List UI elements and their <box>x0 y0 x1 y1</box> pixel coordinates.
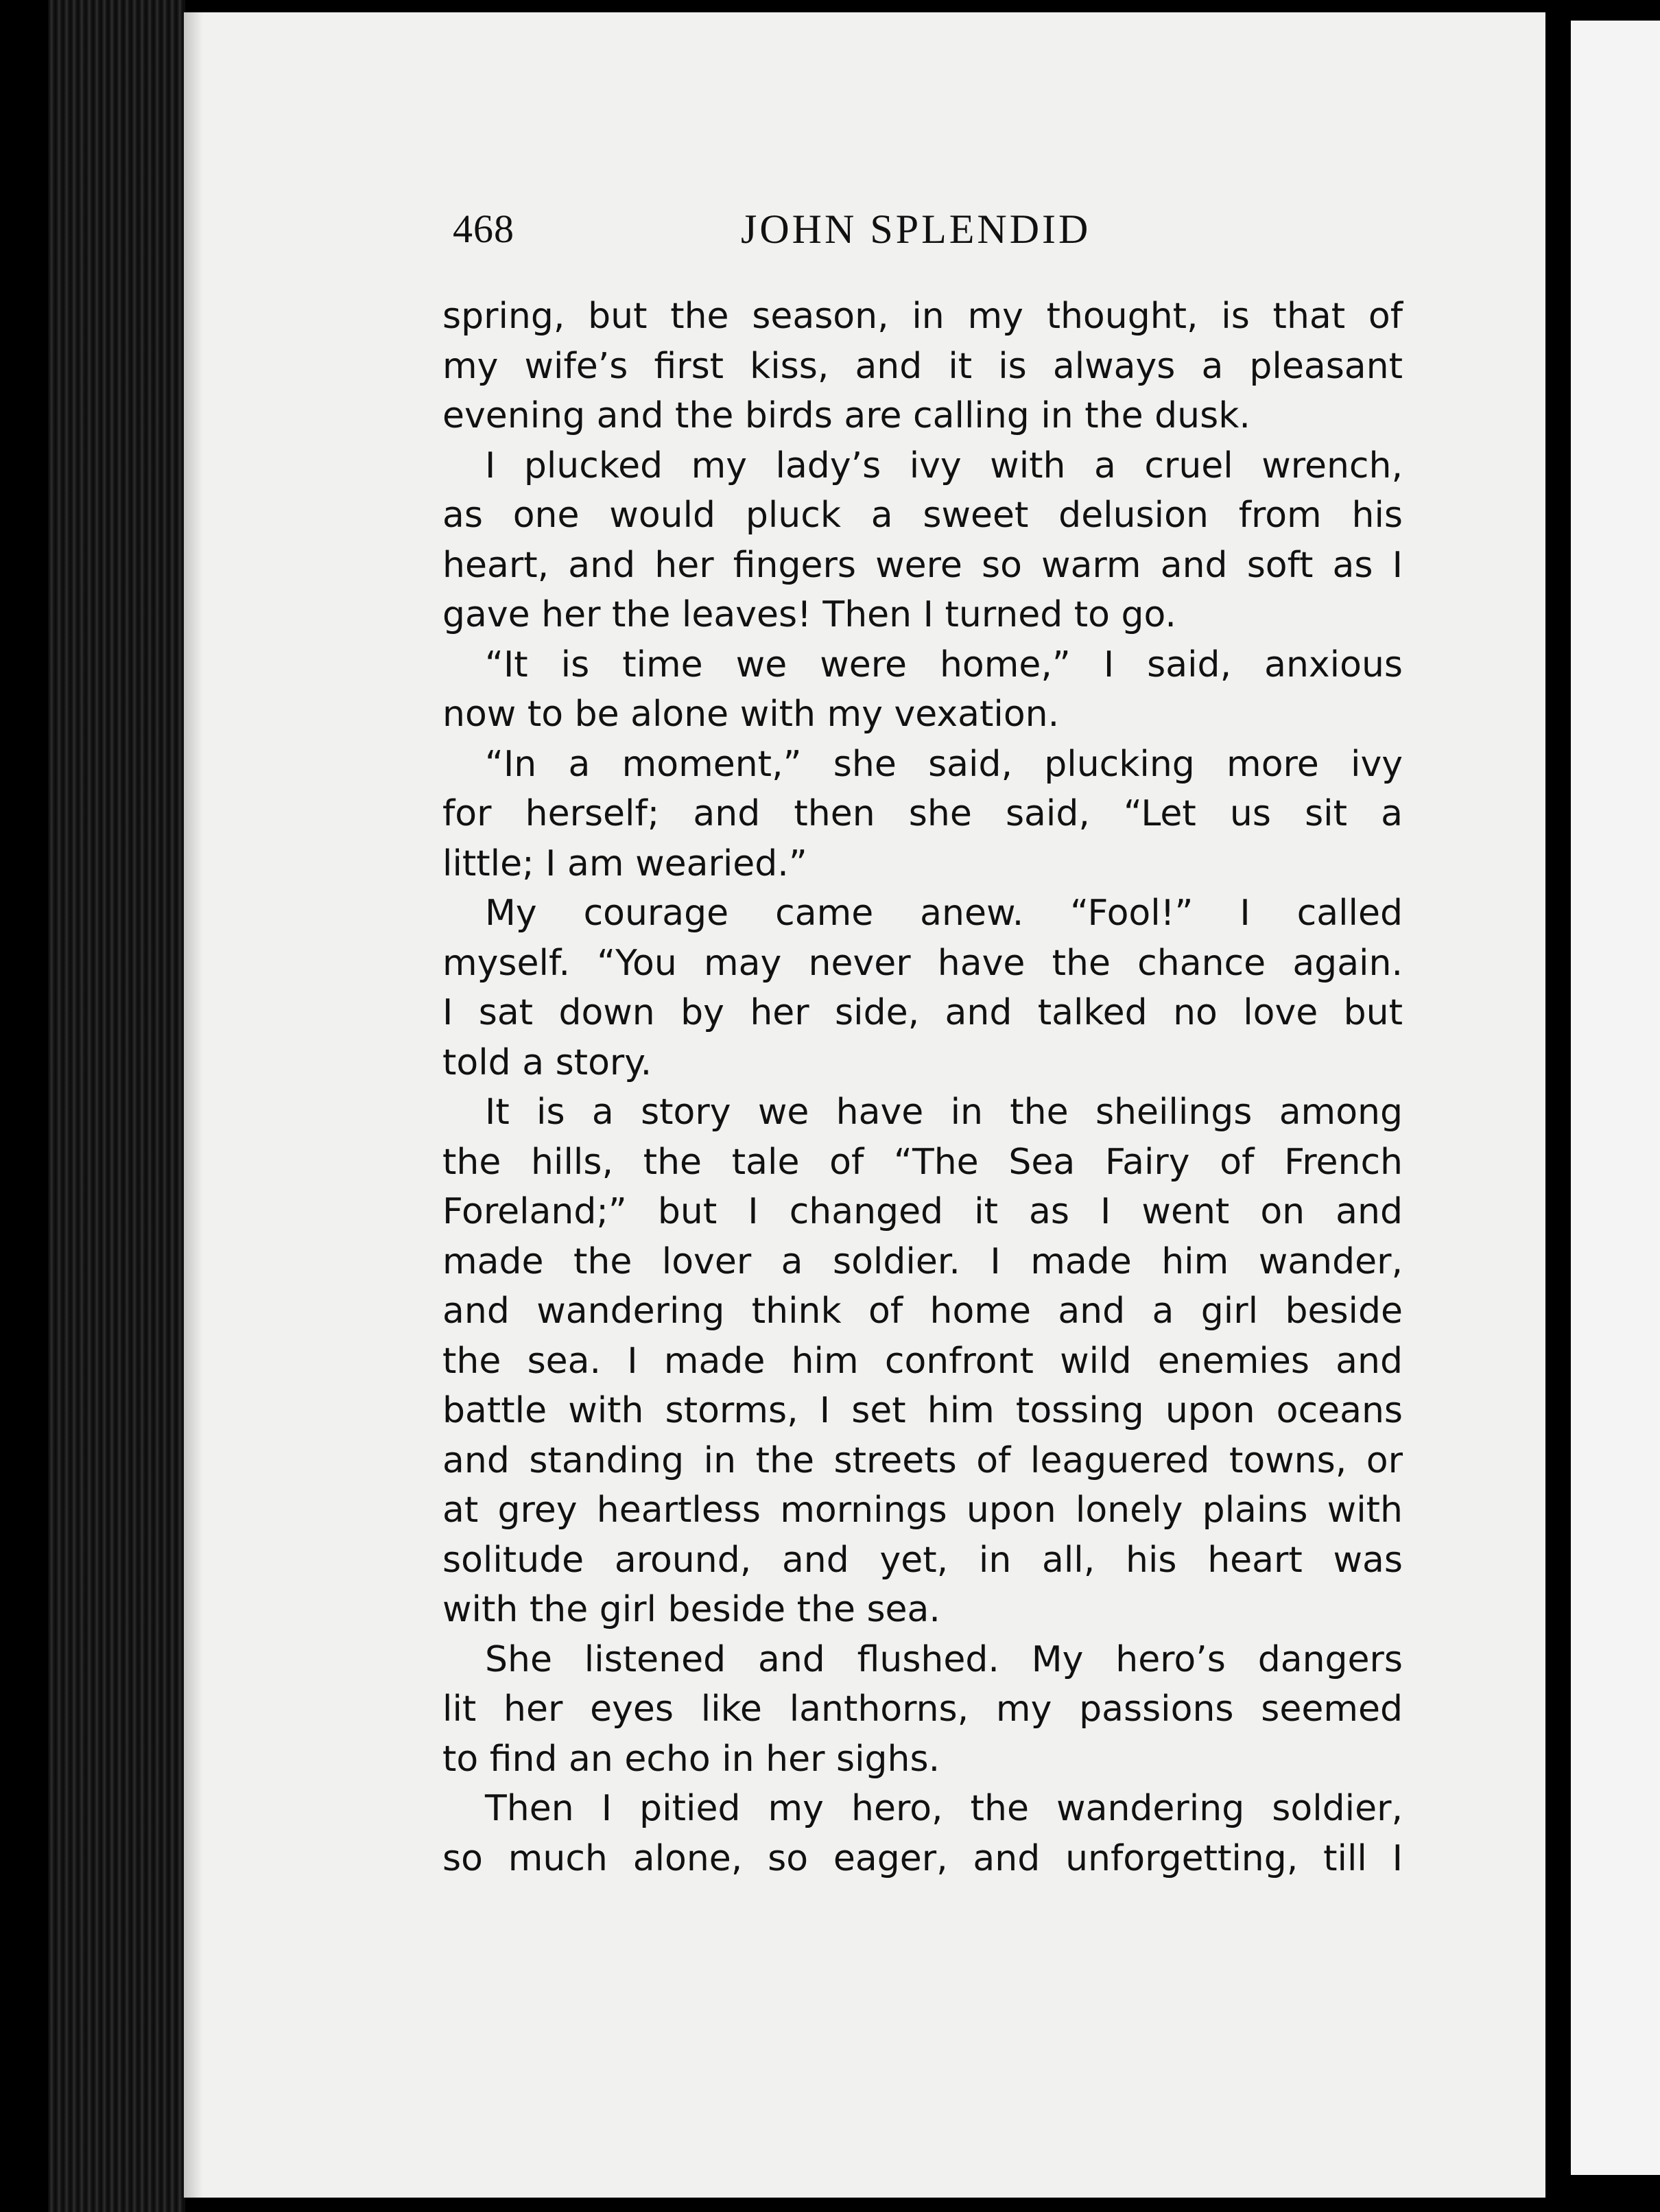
text-line: evening and the birds are calling in the dusk. <box>442 395 1250 436</box>
page-gutter-shadow <box>184 12 203 2198</box>
text-line: told a story. <box>442 1042 652 1083</box>
text-line: I sat down by her side, and talked no love but <box>442 992 1403 1033</box>
text-line: “It is time we were home,” I said, anxious <box>485 644 1403 685</box>
text-line: at grey heartless mornings upon lonely plains with <box>442 1490 1403 1531</box>
text-line: Then I pitied my hero, the wandering soldier, <box>485 1788 1403 1829</box>
text-line: Foreland;” but I changed it as I went on and <box>442 1191 1403 1232</box>
text-line: now to be alone with my vexation. <box>442 694 1060 735</box>
adjacent-page-edge <box>1571 21 1660 2175</box>
text-line: lit her eyes like lanthorns, my passions seemed <box>442 1689 1403 1730</box>
page-number: 468 <box>453 207 514 251</box>
text-line: and standing in the streets of leaguered towns, or <box>442 1439 1403 1481</box>
text-line: She listened and flushed. My hero’s dangers <box>485 1638 1403 1680</box>
text-line: battle with storms, I set him tossing upon oceans <box>442 1390 1403 1431</box>
text-line: the hills, the tale of “The Sea Fairy of French <box>442 1141 1403 1183</box>
page-header <box>453 206 1413 261</box>
text-line: gave her the leaves! Then I turned to go. <box>442 594 1176 635</box>
text-line: so much alone, so eager, and unforgetting, till I <box>442 1837 1403 1879</box>
text-line: myself. “You may never have the chance again. <box>442 942 1403 984</box>
text-line: made the lover a soldier. I made him wander, <box>442 1240 1403 1282</box>
book-spine-edge <box>48 0 185 2212</box>
body-text <box>442 292 1403 1883</box>
text-line: “In a moment,” she said, plucking more ivy <box>485 743 1403 785</box>
text-line: as one would pluck a sweet delusion from his <box>442 495 1403 536</box>
text-line: my wife’s first kiss, and it is always a pleasant <box>442 345 1403 387</box>
text-line: I plucked my lady’s ivy with a cruel wrench, <box>485 445 1403 486</box>
running-title: JOHN SPLENDID <box>741 207 1091 252</box>
text-line: heart, and her fingers were so warm and soft as I <box>442 544 1403 586</box>
text-line: and wandering think of home and a girl beside <box>442 1291 1403 1332</box>
text-line: It is a story we have in the sheilings among <box>485 1092 1403 1133</box>
text-line: solitude around, and yet, in all, his heart was <box>442 1539 1403 1581</box>
text-line: little; I am wearied.” <box>442 843 807 884</box>
text-line: spring, but the season, in my thought, is that of <box>442 296 1403 337</box>
text-line: the sea. I made him confront wild enemies and <box>442 1340 1403 1382</box>
text-line: to find an echo in her sighs. <box>442 1738 940 1780</box>
text-line: with the girl beside the sea. <box>442 1589 940 1630</box>
text-line: My courage came anew. “Fool!” I called <box>485 893 1403 934</box>
text-line: for herself; and then she said, “Let us sit a <box>442 793 1403 834</box>
